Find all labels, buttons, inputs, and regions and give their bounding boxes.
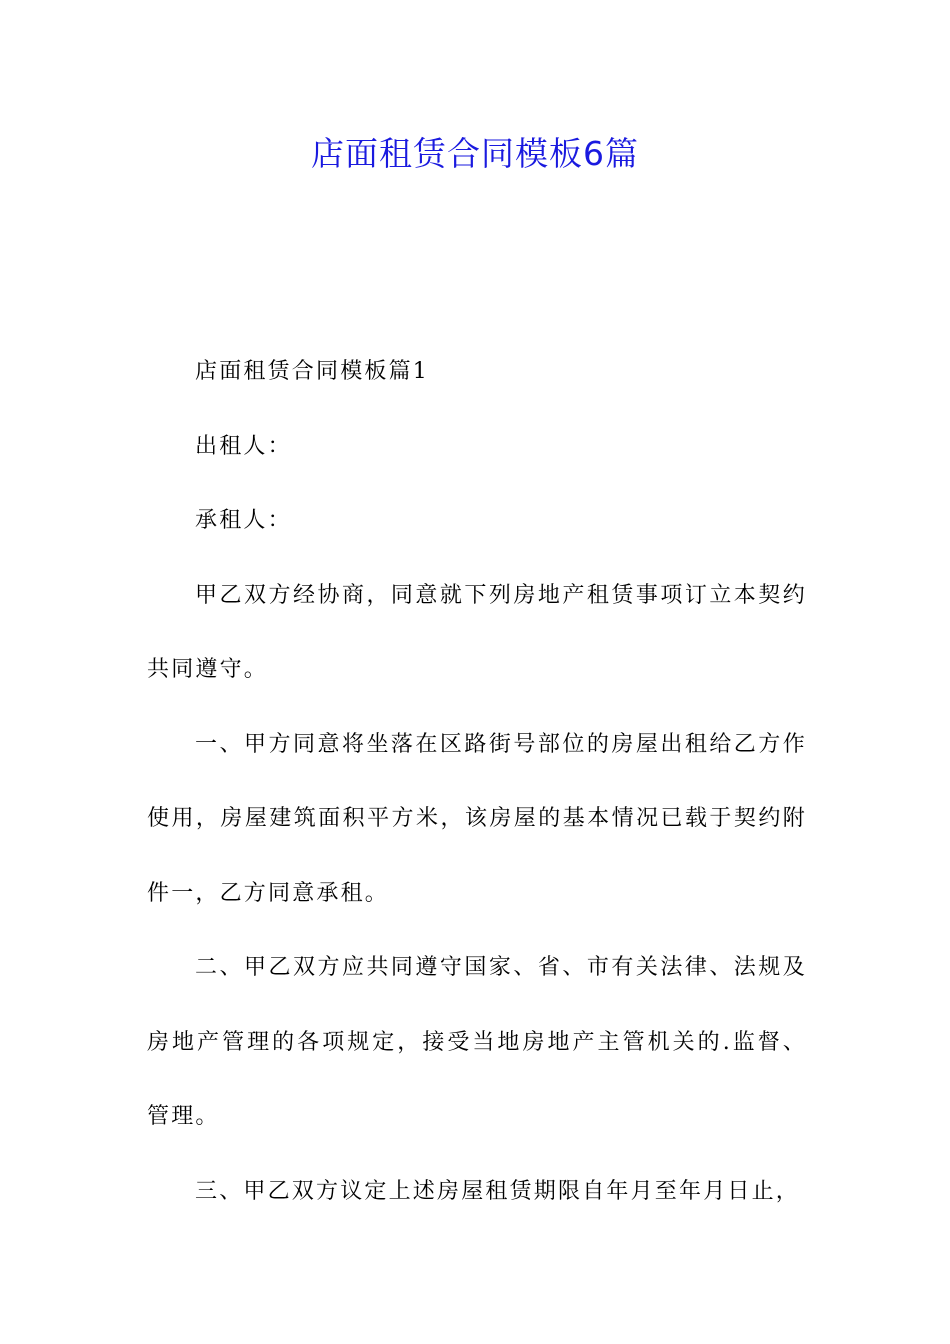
section-heading: 店面租赁合同模板篇1 xyxy=(195,359,429,384)
lessee-field: 承租人： xyxy=(195,508,292,533)
lessor-field: 出租人： xyxy=(195,433,292,459)
document-body xyxy=(147,335,807,1229)
clause-1: 一、甲方同意将坐落在区路街号部位的房屋出租给乙方作使用，房屋建筑面积平方米，该房屋的基本情况已载于契约附件一，乙方同意承租。 xyxy=(147,731,807,906)
clause-2: 二、甲乙双方应共同遵守国家、省、市有关法律、法规及房地产管理的各项规定，接受当地房地产主管机关的.监督、管理。 xyxy=(147,955,807,1129)
page-title: 店面租赁合同模板6篇 xyxy=(311,134,639,173)
intro-paragraph: 甲乙双方经协商，同意就下列房地产租赁事项订立本契约共同遵守。 xyxy=(147,582,807,682)
clause-3: 三、甲乙双方议定上述房屋租赁期限自年月至年月日止， xyxy=(195,1178,801,1204)
